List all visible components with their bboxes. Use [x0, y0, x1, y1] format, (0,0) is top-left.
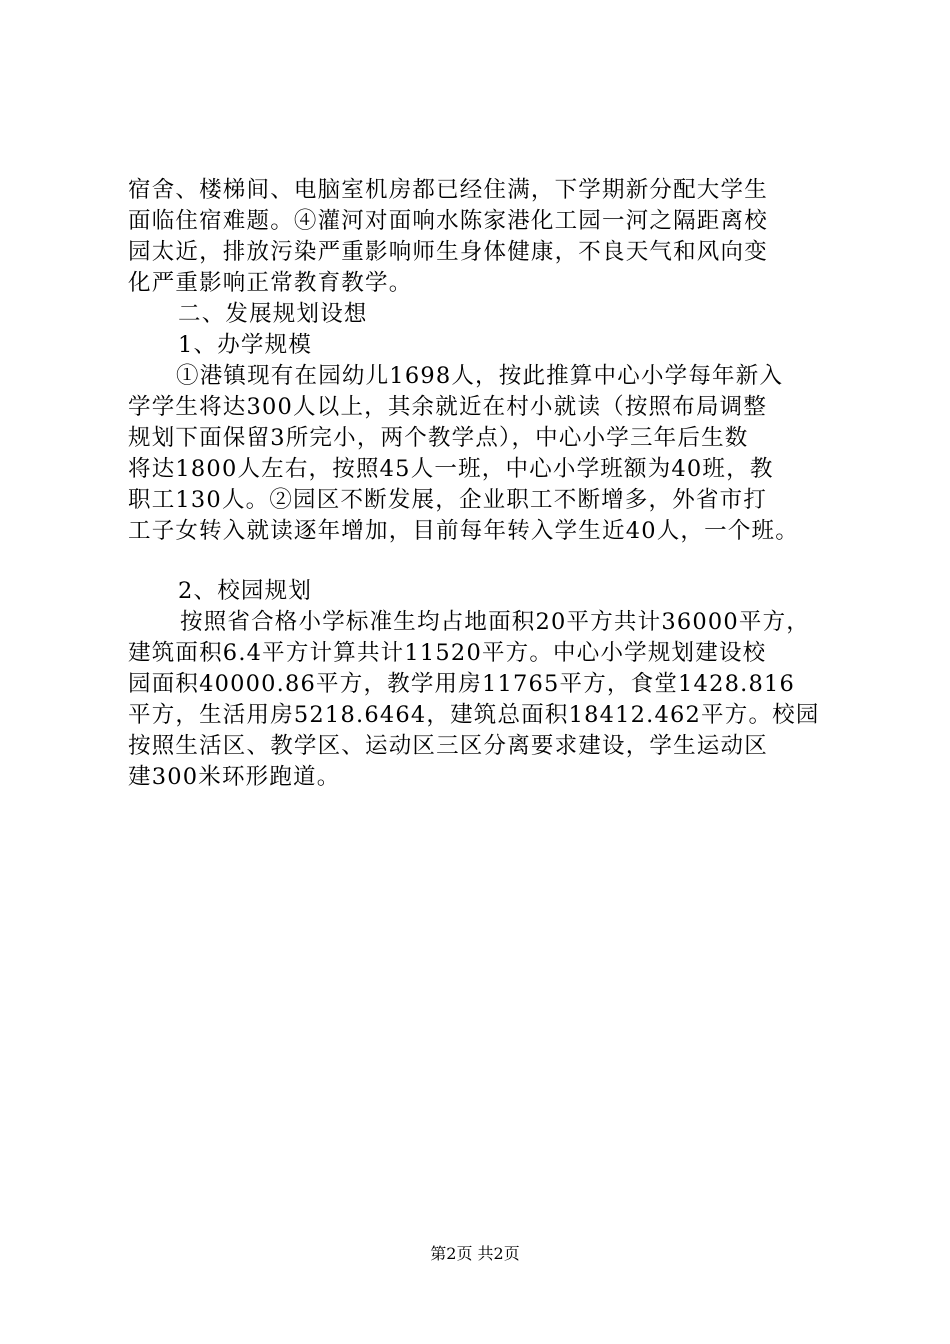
paragraph-line: ①港镇现有在园幼儿1698人，按此推算中心小学每年新入 [176, 363, 784, 389]
paragraph-line: 职工130人。②园区不断发展，企业职工不断增多，外省市打 [128, 487, 768, 513]
paragraph-line: 按照生活区、教学区、运动区三区分离要求建设，学生运动区 [128, 733, 768, 759]
paragraph-line: 宿舍、楼梯间、电脑室机房都已经住满，下学期新分配大学生 [128, 177, 768, 203]
paragraph-line: 学学生将达300人以上，其余就近在村小就读（按照布局调整 [128, 394, 768, 420]
paragraph-line: 园太近，排放污染严重影响师生身体健康，不良天气和风向变 [128, 239, 768, 265]
paragraph-line: 按照省合格小学标准生均占地面积20平方共计36000平方， [180, 609, 811, 635]
subsection-heading: 2、校园规划 [178, 578, 313, 604]
paragraph-line: 面临住宿难题。④灌河对面响水陈家港化工园一河之隔距离校 [128, 208, 768, 234]
paragraph-line: 建300米环形跑道。 [128, 764, 341, 790]
paragraph-line: 将达1800人左右，按照45人一班，中心小学班额为40班，教 [128, 456, 774, 482]
paragraph-line: 工子女转入就读逐年增加，目前每年转入学生近40人，一个班。 [128, 518, 799, 544]
paragraph-line: 园面积40000.86平方，教学用房11765平方，食堂1428.816 [128, 671, 795, 697]
paragraph-line: 平方，生活用房5218.6464，建筑总面积18412.462平方。校园 [128, 702, 820, 728]
paragraph-line: 规划下面保留3所完小，两个教学点），中心小学三年后生数 [128, 425, 749, 451]
paragraph-line: 建筑面积6.4平方计算共计11520平方。中心小学规划建设校 [128, 640, 767, 666]
paragraph-line: 化严重影响正常教育教学。 [128, 270, 413, 296]
section-heading: 二、发展规划设想 [178, 301, 368, 327]
subsection-heading: 1、办学规模 [178, 332, 313, 358]
page-number-footer: 第2页 共2页 [430, 1244, 520, 1263]
